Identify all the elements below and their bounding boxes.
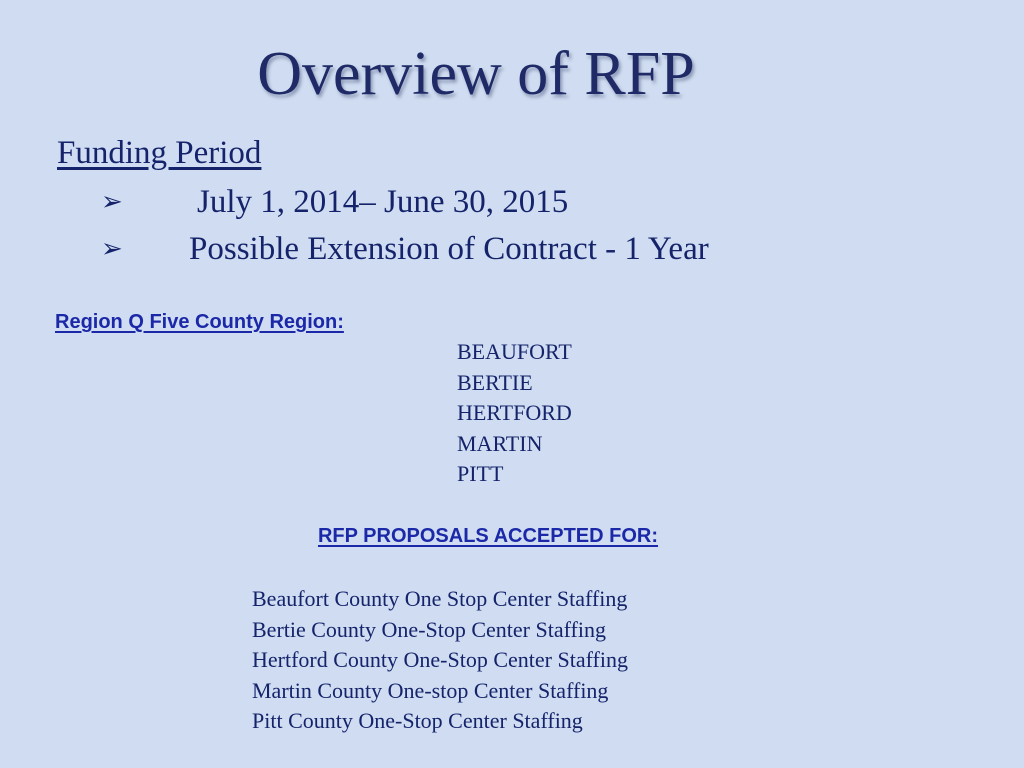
- county-item: PITT: [457, 461, 504, 486]
- funding-bullet-text: Possible Extension of Contract - 1 Year: [189, 231, 709, 267]
- county-item: BEAUFORT: [457, 339, 572, 364]
- county-list: [457, 337, 572, 490]
- county-item: HERTFORD: [457, 400, 572, 425]
- county-item: BERTIE: [457, 369, 533, 395]
- proposal-item: Hertford County One-Stop Center Staffing: [252, 647, 628, 672]
- proposals-accepted-heading: RFP PROPOSALS ACCEPTED FOR:: [317, 525, 659, 547]
- proposal-list: [252, 584, 628, 737]
- proposal-item: Pitt County One-Stop Center Staffing: [252, 708, 583, 733]
- proposal-item: Bertie County One-Stop Center Staffing: [252, 616, 606, 642]
- proposal-item: Martin County One-stop Center Staffing: [252, 677, 609, 703]
- arrow-bullet-icon: ➢: [101, 234, 123, 264]
- proposal-item: Beaufort County One Stop Center Staffing: [252, 586, 628, 611]
- funding-bullet-extension: [101, 228, 1001, 270]
- funding-bullet-text: July 1, 2014– June 30, 2015: [197, 184, 569, 220]
- funding-period-heading: Funding Period: [57, 135, 262, 171]
- region-heading: Region Q Five County Region:: [55, 311, 344, 333]
- slide-title: Overview of RFP: [257, 40, 695, 108]
- funding-bullet-dates: [101, 181, 1001, 223]
- county-item: MARTIN: [457, 430, 543, 456]
- arrow-bullet-icon: ➢: [101, 187, 123, 217]
